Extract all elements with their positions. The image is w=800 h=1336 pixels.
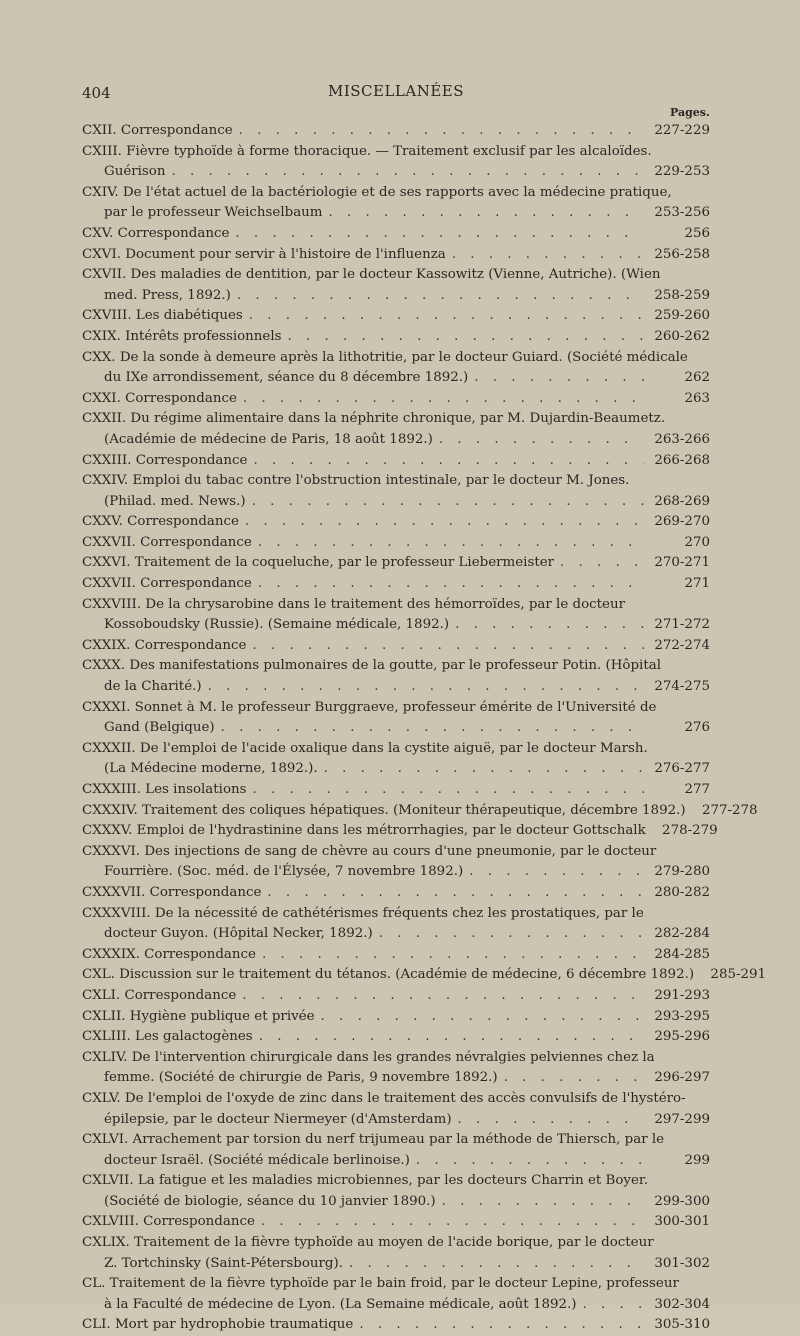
toc-entry-title: docteur Guyon. (Hôpital Necker, 1892.)	[104, 926, 373, 942]
dot-leader	[242, 986, 644, 1007]
dot-leader	[442, 1192, 644, 1213]
toc-entry-title: CXL. Discussion sur le traitement du tétanos. (Académie de médecine, 6 décembre 1892.)	[82, 967, 695, 983]
dot-leader	[474, 368, 644, 389]
toc-entry-line	[82, 142, 710, 163]
dot-leader	[261, 1212, 644, 1233]
toc-entry-line	[82, 245, 710, 266]
toc-entry-title: CXXV. Correspondance	[82, 514, 239, 530]
toc-entry-pages: 256	[684, 225, 710, 241]
toc-entry-line	[82, 1151, 710, 1172]
toc-entry-pages: 259-260	[654, 308, 710, 324]
toc-entry	[82, 1233, 710, 1274]
toc-entry-line	[82, 121, 710, 142]
toc-entry-title: à la Faculté de médecine de Lyon. (La Semaine médicale, août 1892.)	[104, 1296, 577, 1312]
toc-entry-title: de la Charité.)	[104, 679, 202, 695]
toc-entry	[82, 1027, 710, 1048]
toc-entry	[82, 1171, 710, 1212]
toc-entry-title: CXXXIX. Correspondance	[82, 946, 256, 962]
toc-entry-line	[82, 698, 710, 719]
toc-entry	[82, 409, 710, 450]
toc-entry-line	[82, 821, 718, 842]
dot-leader	[252, 636, 644, 657]
toc-entry-line	[82, 553, 710, 574]
toc-entry-line	[82, 904, 710, 925]
toc-entry	[82, 348, 710, 389]
toc-entry-line	[82, 327, 710, 348]
toc-entry-pages: 227-229	[654, 123, 710, 138]
toc-entry-line	[82, 1274, 710, 1295]
toc-entry-pages: 258-259	[654, 287, 710, 303]
toc-entry	[82, 801, 758, 822]
pages-column-label: Pages.	[670, 106, 710, 119]
toc-entry	[82, 656, 710, 697]
toc-entry-line	[82, 409, 710, 430]
toc-entry-line	[82, 1130, 710, 1151]
toc-entry-line	[82, 1192, 710, 1213]
toc-entry-line	[82, 183, 710, 204]
dot-leader	[237, 286, 644, 307]
toc-entry	[82, 306, 710, 327]
dot-leader	[267, 883, 644, 904]
toc-entry-title: Gand (Belgique)	[104, 720, 215, 736]
toc-entry-title: CXXXVI. Des injections de sang de chèvre au cours d'une pneumonie, par le docteur	[82, 843, 657, 859]
toc-entry	[82, 1212, 710, 1233]
toc-entry-line	[82, 759, 710, 780]
toc-entry-title: CXXX. Des manifestations pulmonaires de la goutte, par le professeur Potin. (Hôpital	[82, 658, 661, 674]
toc-entry-title: du IXe arrondissement, séance du 8 décembre 1892.)	[104, 370, 469, 386]
toc-entry	[82, 1315, 710, 1336]
toc-entry-line	[82, 1233, 710, 1254]
toc-entry-title: par le professeur Weichselbaum	[104, 205, 323, 221]
toc-entry-line	[82, 1048, 710, 1069]
toc-entry	[82, 595, 710, 636]
dot-leader	[439, 430, 644, 451]
toc-entry-title: CXIX. Intérêts professionnels	[82, 328, 282, 344]
toc-entry-line	[82, 1254, 710, 1275]
toc-entry-line	[82, 451, 710, 472]
toc-entry-pages: 295-296	[654, 1029, 710, 1045]
dot-leader	[258, 533, 644, 554]
toc-entry-line	[82, 492, 710, 513]
toc-entry-line	[82, 883, 710, 904]
toc-entry	[82, 512, 710, 533]
toc-entry-pages: 278-279	[662, 823, 718, 839]
toc-entry-pages: 305-310	[654, 1317, 710, 1333]
toc-entry-title: CLI. Mort par hydrophobie traumatique	[82, 1317, 354, 1333]
toc-entry-line	[82, 1171, 710, 1192]
toc-entry	[82, 986, 710, 1007]
toc-entry	[82, 471, 710, 512]
toc-entry-line	[82, 718, 710, 739]
toc-entry	[82, 965, 767, 986]
toc-entry	[82, 1007, 710, 1028]
toc-entry-title: CXLVIII. Correspondance	[82, 1214, 255, 1230]
toc-entry	[82, 821, 718, 842]
dot-leader	[329, 203, 645, 224]
toc-entry-pages: 284-285	[654, 946, 710, 962]
toc-entry-pages: 299	[684, 1152, 710, 1168]
toc-entry-line	[82, 1027, 710, 1048]
page-number: 404	[82, 84, 111, 102]
toc-entry-pages: 296-297	[654, 1070, 710, 1086]
toc-entry-pages: 272-274	[654, 637, 710, 653]
toc-entry	[82, 574, 710, 595]
toc-entry-pages: 256-258	[654, 246, 710, 262]
dot-leader	[455, 615, 644, 636]
toc-entry	[82, 945, 710, 966]
toc-entry-title: CXLV. De l'emploi de l'oxyde de zinc dans le traitement des accès convulsifs de l'hystéro-	[82, 1090, 686, 1106]
toc-entry-line	[82, 1295, 710, 1316]
toc-entry-title: CXXXIII. Les insolations	[82, 782, 247, 797]
toc-entry-pages: 302-304	[654, 1296, 710, 1312]
toc-entry-title: CXXXVII. Correspondance	[82, 884, 262, 900]
dot-leader	[379, 924, 644, 945]
dot-leader	[469, 862, 644, 883]
toc-entry-line	[82, 348, 710, 369]
toc-entry-pages: 270-271	[654, 555, 710, 571]
toc-entry-line	[82, 739, 710, 760]
dot-leader	[452, 245, 644, 266]
dot-leader	[504, 1068, 644, 1089]
toc-entry-pages: 263	[684, 390, 710, 406]
dot-leader	[249, 306, 644, 327]
toc-entry-title: CXXXII. De l'emploi de l'acide oxalique dans la cystite aiguë, par le docteur Marsh.	[82, 740, 648, 756]
toc-entry-line	[82, 368, 710, 389]
toc-entry-pages: 271	[684, 576, 710, 592]
dot-leader	[208, 677, 644, 698]
toc-entry-line	[82, 677, 710, 698]
toc-entry	[82, 553, 710, 574]
dot-leader	[172, 162, 645, 183]
toc-entry-line	[82, 986, 710, 1007]
toc-entry-pages: 274-275	[654, 679, 710, 695]
toc-entry-line	[82, 286, 710, 307]
toc-entry-title: CXXVII. Correspondance	[82, 534, 252, 550]
toc-entry-line	[82, 471, 710, 492]
dot-leader	[416, 1151, 644, 1172]
toc-entry	[82, 121, 710, 142]
toc-entry	[82, 389, 710, 410]
toc-entry-pages: 299-300	[654, 1193, 710, 1209]
toc-entry-title: (Philad. med. News.)	[104, 493, 246, 509]
toc-entry-line	[82, 162, 710, 183]
toc-entry-line	[82, 389, 710, 410]
dot-leader	[560, 553, 644, 574]
toc-entry-line	[82, 595, 710, 616]
toc-entry-pages: 268-269	[654, 493, 710, 509]
dot-leader	[324, 759, 644, 780]
toc-entry-line	[82, 615, 710, 636]
dot-leader	[583, 1295, 645, 1316]
dot-leader	[252, 492, 644, 513]
toc-entry-title: CXXVII. Correspondance	[82, 576, 252, 592]
toc-entry-title: CXIV. De l'état actuel de la bactériologie et de ses rapports avec la médecine pratique,	[82, 184, 672, 200]
toc-entry-pages: 260-262	[654, 328, 710, 344]
toc-entry-title: CXXII. Du régime alimentaire dans la néphrite chronique, par M. Dujardin-Beaumetz.	[82, 411, 666, 427]
dot-leader	[259, 1027, 644, 1048]
table-of-contents	[82, 121, 767, 1336]
toc-entry-pages: 277-278	[701, 802, 758, 818]
running-title: MISCELLANÉES	[327, 82, 465, 100]
toc-entry-line	[82, 1315, 710, 1336]
toc-entry	[82, 883, 710, 904]
dot-leader	[288, 327, 645, 348]
toc-entry	[82, 1130, 710, 1171]
toc-entry-line	[82, 512, 710, 533]
toc-entry-title: CXXIX. Correspondance	[82, 637, 247, 653]
toc-entry	[82, 1048, 710, 1089]
toc-entry-line	[82, 945, 710, 966]
toc-entry-line	[82, 656, 710, 677]
toc-entry-line	[82, 842, 710, 863]
toc-entry	[82, 904, 710, 945]
toc-entry-title: CL. Traitement de la fièvre typhoïde par le bain froid, par le docteur Lepine, professeur	[82, 1276, 679, 1292]
dot-leader	[235, 224, 644, 245]
dot-leader	[243, 389, 644, 410]
toc-entry-title: CXXXI. Sonnet à M. le professeur Burggraeve, professeur émérite de l'Université de	[82, 699, 657, 715]
toc-entry	[82, 739, 710, 780]
toc-entry-pages: 297-299	[654, 1111, 710, 1127]
page-header	[82, 82, 710, 106]
toc-entry-title: CXLII. Hygiène publique et privée	[82, 1008, 315, 1024]
toc-entry-line	[82, 1212, 710, 1233]
toc-entry	[82, 780, 710, 801]
toc-entry-pages: 301-302	[654, 1255, 710, 1271]
toc-entry-pages: 279-280	[654, 864, 710, 880]
toc-entry-pages: 270	[684, 534, 710, 550]
dot-leader	[262, 945, 644, 966]
toc-entry-line	[82, 862, 710, 883]
toc-entry-line	[82, 780, 710, 801]
dot-leader	[321, 1007, 644, 1028]
toc-entry	[82, 1089, 710, 1130]
toc-entry-line	[82, 1110, 710, 1131]
toc-entry	[82, 142, 710, 183]
toc-entry-pages: 263-266	[654, 431, 710, 447]
toc-entry-title: CXLIX. Traitement de la fièvre typhoïde au moyen de l'acide borique, par le docteur	[82, 1235, 654, 1251]
toc-entry-line	[82, 203, 710, 224]
toc-entry-line	[82, 533, 710, 554]
toc-entry-title: CXLI. Correspondance	[82, 987, 237, 1003]
toc-entry-title: docteur Israël. (Société médicale berlinoise.)	[104, 1152, 410, 1168]
toc-entry-line	[82, 574, 710, 595]
toc-entry-pages: 229-253	[654, 164, 710, 180]
toc-entry-line	[82, 306, 710, 327]
toc-entry-title: femme. (Société de chirurgie de Paris, 9 novembre 1892.)	[104, 1070, 498, 1086]
toc-entry	[82, 636, 710, 657]
toc-entry-title: CXVII. Des maladies de dentition, par le docteur Kassowitz (Vienne, Autriche). (Wien	[82, 267, 661, 283]
toc-entry-line	[82, 965, 767, 986]
toc-entry-title: CXVIII. Les diabétiques	[82, 308, 243, 324]
toc-entry	[82, 245, 710, 266]
dot-leader	[253, 780, 645, 801]
toc-entry-title: CXLVI. Arrachement par torsion du nerf trijumeau par la méthode de Thiersch, par le	[82, 1132, 665, 1148]
toc-entry-pages: 291-293	[654, 987, 710, 1003]
toc-entry-line	[82, 1068, 710, 1089]
toc-entry-pages: 266-268	[654, 452, 710, 468]
toc-entry-title: med. Press, 1892.)	[104, 287, 231, 303]
toc-entry-title: épilepsie, par le docteur Niermeyer (d'Amsterdam)	[104, 1111, 452, 1127]
dot-leader	[245, 512, 644, 533]
dot-leader	[253, 451, 644, 472]
toc-entry-title: CXXIII. Correspondance	[82, 452, 248, 468]
toc-entry	[82, 1274, 710, 1315]
toc-entry-title: CXXI. Correspondance	[82, 390, 237, 406]
toc-entry-title: CXLVII. La fatigue et les maladies microbiennes, par les docteurs Charrin et Boyer.	[82, 1173, 649, 1189]
toc-entry-line	[82, 1089, 710, 1110]
toc-entry-pages: 276-277	[654, 761, 710, 777]
toc-entry-pages: 271-272	[654, 617, 710, 633]
toc-entry-pages: 276	[684, 720, 710, 736]
dot-leader	[359, 1315, 644, 1336]
toc-entry-line	[82, 224, 710, 245]
toc-entry-title: CXII. Correspondance	[82, 123, 233, 138]
toc-entry-pages: 269-270	[654, 514, 710, 530]
toc-entry-line	[82, 265, 710, 286]
toc-entry-title: CXXXV. Emploi de l'hydrastinine dans les métrorrhagies, par le docteur Gottschalk	[82, 823, 646, 839]
toc-entry	[82, 533, 710, 554]
toc-entry-line	[82, 924, 710, 945]
toc-entry	[82, 183, 710, 224]
toc-entry-title: Z. Tortchinsky (Saint-Pétersbourg).	[104, 1255, 343, 1271]
dot-leader	[221, 718, 644, 739]
toc-entry-pages: 280-282	[654, 884, 710, 900]
toc-entry-title: (Société de biologie, séance du 10 janvier 1890.)	[104, 1193, 436, 1209]
toc-entry-line	[82, 430, 710, 451]
toc-entry-pages: 262	[684, 370, 710, 386]
toc-entry-title: CXV. Correspondance	[82, 225, 230, 241]
toc-entry-title: CXLIV. De l'intervention chirurgicale dans les grandes névralgies pelviennes chez la	[82, 1049, 655, 1065]
toc-entry-line	[82, 1007, 710, 1028]
toc-entry-title: Fourrière. (Soc. méd. de l'Élysée, 7 novembre 1892.)	[104, 864, 464, 880]
toc-entry-title: CXXVIII. De la chrysarobine dans le traitement des hémorroïdes, par le docteur	[82, 596, 625, 612]
toc-entry-pages: 293-295	[654, 1008, 710, 1024]
toc-entry-pages: 253-256	[654, 205, 710, 221]
toc-entry-title: (Académie de médecine de Paris, 18 août 1892.)	[104, 431, 433, 447]
toc-entry-pages: 282-284	[654, 926, 710, 942]
toc-entry-title: Guérison	[104, 164, 166, 180]
toc-entry-title: (La Médecine moderne, 1892.).	[104, 761, 318, 777]
toc-entry	[82, 224, 710, 245]
toc-entry-title: CXVI. Document pour servir à l'histoire de l'influenza	[82, 246, 446, 262]
toc-entry-title: CXXVI. Traitement de la coqueluche, par le professeur Liebermeister	[82, 555, 555, 571]
dot-leader	[258, 574, 644, 595]
toc-entry-title: CXIII. Fièvre typhoïde à forme thoracique. — Traitement exclusif par les alcaloïdes.	[82, 143, 652, 159]
toc-entry-title: CXXXVIII. De la nécessité de cathétérismes fréquents chez les prostatiques, par le	[82, 905, 644, 921]
dot-leader	[458, 1110, 644, 1131]
dot-leader	[349, 1254, 644, 1275]
toc-entry	[82, 265, 710, 306]
toc-entry-title: Kossoboudsky (Russie). (Semaine médicale, 1892.)	[104, 617, 450, 633]
toc-entry	[82, 698, 710, 739]
toc-entry-line	[82, 636, 710, 657]
toc-entry-title: CXLIII. Les galactogènes	[82, 1029, 253, 1045]
toc-entry-pages: 277	[684, 782, 710, 797]
dot-leader	[239, 121, 644, 142]
toc-entry-title: CXX. De la sonde à demeure après la lithotritie, par le docteur Guiard. (Société médicale	[82, 349, 688, 365]
toc-entry	[82, 451, 710, 472]
toc-entry-title: CXXXIV. Traitement des coliques hépatiques. (Moniteur thérapeutique, décembre 1892.)	[82, 802, 686, 818]
toc-entry	[82, 327, 710, 348]
toc-entry	[82, 842, 710, 883]
toc-entry-title: CXXIV. Emploi du tabac contre l'obstruction intestinale, par le docteur M. Jones.	[82, 473, 630, 489]
toc-entry-line	[82, 801, 758, 822]
toc-entry-pages: 285-291	[710, 967, 767, 983]
toc-entry-pages: 300-301	[654, 1214, 710, 1230]
